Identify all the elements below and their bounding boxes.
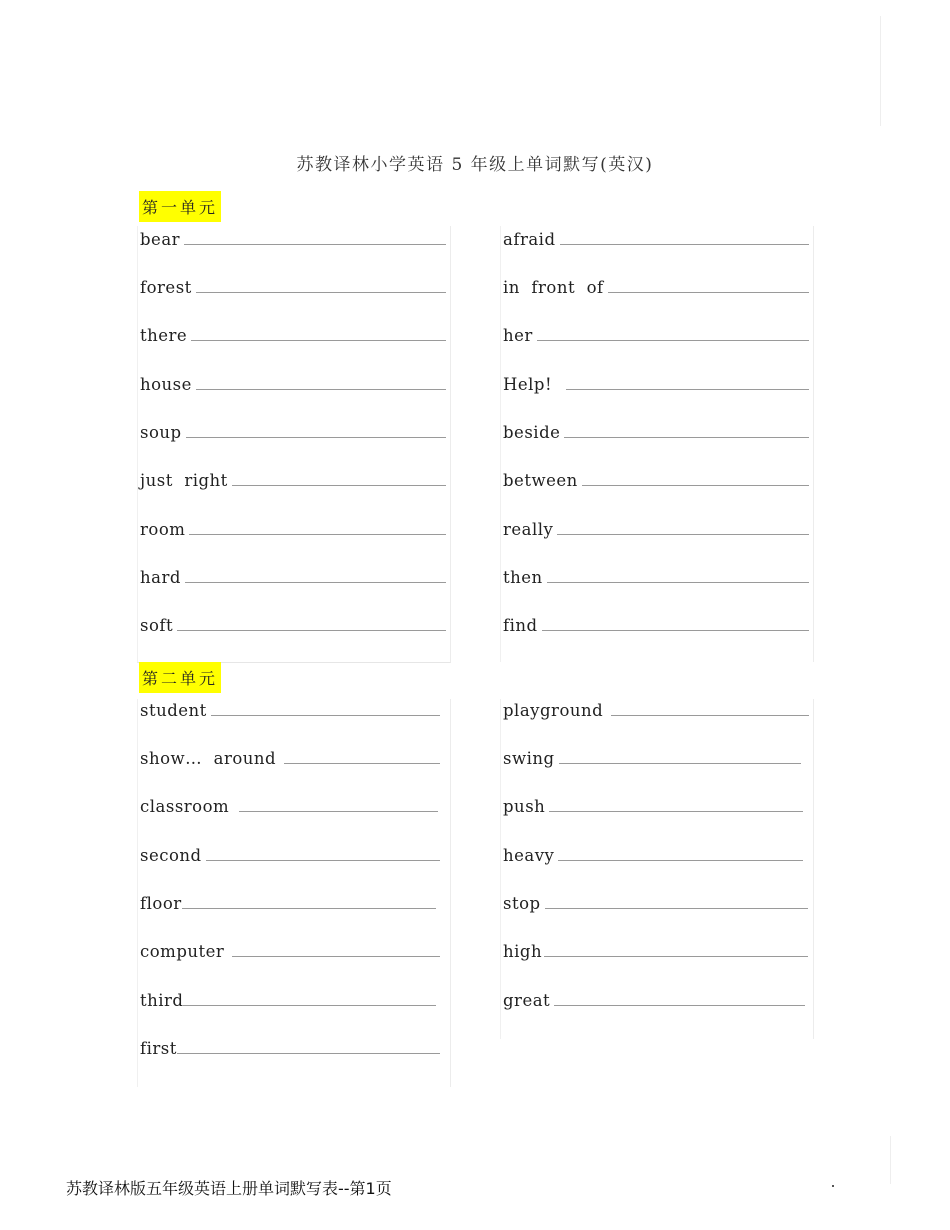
answer-blank <box>189 534 446 535</box>
vocab-word: high <box>503 942 543 961</box>
answer-blank <box>206 860 440 861</box>
vocab-word: swing <box>503 749 555 768</box>
list-item <box>503 520 809 539</box>
page-mark <box>832 1185 834 1187</box>
vocab-word: bear <box>140 230 181 249</box>
answer-blank <box>549 811 803 812</box>
list-item <box>140 375 446 394</box>
unit-2-right-column <box>500 699 814 1039</box>
list-item <box>503 326 809 345</box>
vocab-word: playground <box>503 701 604 720</box>
list-item <box>140 520 446 539</box>
answer-blank <box>191 340 446 341</box>
answer-blank <box>184 244 446 245</box>
list-item <box>140 701 440 720</box>
vocab-word: find <box>503 616 538 635</box>
list-item <box>140 423 446 442</box>
answer-blank <box>554 1005 805 1006</box>
vocab-word: stop <box>503 894 541 913</box>
answer-blank <box>177 1053 440 1054</box>
answer-blank <box>232 485 446 486</box>
page-edge-line <box>880 16 881 126</box>
answer-blank <box>564 437 809 438</box>
vocab-word: house <box>140 375 192 394</box>
answer-blank <box>545 908 808 909</box>
list-item <box>503 471 809 490</box>
unit-1-right-column <box>500 226 814 662</box>
vocab-word: afraid <box>503 230 556 249</box>
list-item <box>503 568 809 587</box>
list-item <box>503 423 809 442</box>
answer-blank <box>542 630 809 631</box>
list-item <box>140 846 440 865</box>
answer-blank <box>544 956 808 957</box>
vocab-word: room <box>140 520 186 539</box>
vocab-word: classroom <box>140 797 230 816</box>
answer-blank <box>560 244 809 245</box>
vocab-word: second <box>140 846 202 865</box>
answer-blank <box>177 630 446 631</box>
page-edge-line <box>890 1136 891 1184</box>
vocab-word: third <box>140 991 184 1010</box>
vocab-word: just right <box>140 471 228 490</box>
vocab-word: beside <box>503 423 561 442</box>
vocab-word: soft <box>140 616 174 635</box>
list-item <box>140 568 446 587</box>
answer-blank <box>537 340 809 341</box>
unit-2-left-column <box>137 699 451 1087</box>
list-item <box>503 991 805 1010</box>
answer-blank <box>557 534 809 535</box>
vocab-word: Help! <box>503 375 553 394</box>
answer-blank <box>547 582 809 583</box>
vocab-word: first <box>140 1039 177 1058</box>
list-item <box>140 230 446 249</box>
vocab-word: forest <box>140 278 192 297</box>
answer-blank <box>608 292 809 293</box>
answer-blank <box>182 908 436 909</box>
answer-blank <box>183 1005 436 1006</box>
answer-blank <box>284 763 440 764</box>
list-item <box>140 797 438 816</box>
unit-1-label: 第一单元 <box>139 191 221 222</box>
list-item <box>503 278 809 297</box>
answer-blank <box>239 811 438 812</box>
vocab-word: computer <box>140 942 225 961</box>
answer-blank <box>566 389 809 390</box>
vocab-word: show… around <box>140 749 277 768</box>
answer-blank <box>559 763 801 764</box>
answer-blank <box>558 860 803 861</box>
answer-blank <box>196 389 446 390</box>
vocab-word: there <box>140 326 188 345</box>
vocab-word: push <box>503 797 546 816</box>
list-item <box>140 894 436 913</box>
list-item <box>140 749 440 768</box>
vocab-word: in front of <box>503 278 604 297</box>
list-item <box>503 797 803 816</box>
answer-blank <box>582 485 809 486</box>
vocab-word: student <box>140 701 207 720</box>
vocab-word: her <box>503 326 533 345</box>
answer-blank <box>185 582 446 583</box>
vocab-word: heavy <box>503 846 555 865</box>
list-item <box>140 616 446 635</box>
list-item <box>140 278 446 297</box>
vocab-word: hard <box>140 568 181 587</box>
answer-blank <box>196 292 446 293</box>
list-item <box>503 942 808 961</box>
vocab-word: floor <box>140 894 182 913</box>
vocab-word: really <box>503 520 554 539</box>
list-item <box>140 326 446 345</box>
list-item <box>503 846 803 865</box>
page-title: 苏教译林小学英语 5 年级上单词默写(英汉) <box>296 155 654 175</box>
vocab-word: soup <box>140 423 182 442</box>
list-item <box>503 616 809 635</box>
list-item <box>503 701 809 720</box>
answer-blank <box>232 956 440 957</box>
unit-2-label: 第二单元 <box>139 662 221 693</box>
vocab-word: great <box>503 991 551 1010</box>
answer-blank <box>211 715 440 716</box>
answer-blank <box>186 437 446 438</box>
vocab-word: between <box>503 471 578 490</box>
list-item <box>140 1039 440 1058</box>
list-item <box>140 471 446 490</box>
list-item <box>140 942 440 961</box>
list-item <box>503 894 808 913</box>
vocab-word: then <box>503 568 543 587</box>
list-item <box>503 375 809 394</box>
unit-1-left-column <box>137 226 451 663</box>
page-footer: 苏教译林版五年级英语上册单词默写表--第1页 <box>66 1179 392 1198</box>
list-item <box>140 991 436 1010</box>
answer-blank <box>611 715 809 716</box>
list-item <box>503 230 809 249</box>
list-item <box>503 749 801 768</box>
